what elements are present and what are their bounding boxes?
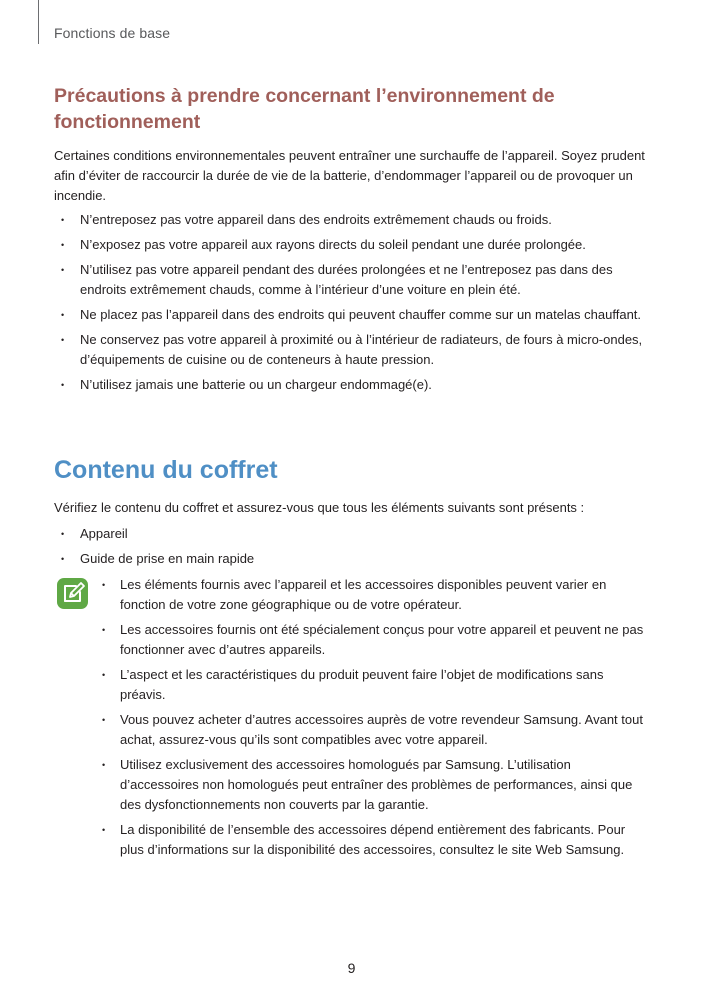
header-rule	[38, 0, 39, 44]
page-number: 9	[347, 960, 356, 976]
list-item: • Ne placez pas l’appareil dans des endroits qui peuvent chauffer comme sur un matelas chauffant.	[54, 305, 654, 325]
section-heading-box-contents: Contenu du coffret	[54, 456, 278, 484]
note-item: • Utilisez exclusivement des accessoires homologués par Samsung. L’utilisation d’accessoires non homologués peut entraîner des problèmes de performances, ainsi que des dysfonctionnements non couverts par la garantie.	[94, 755, 650, 815]
box-contents-intro: Vérifiez le contenu du coffret et assurez-vous que tous les éléments suivants sont présents :	[54, 500, 585, 515]
note-list	[94, 575, 650, 865]
running-head: Fonctions de base	[54, 25, 171, 41]
list-item: • N’utilisez pas votre appareil pendant des durées prolongées et ne l’entreposez pas dans des endroits extrêmement chauds, comme à l’intérieur d’une voiture en plein été.	[54, 260, 654, 300]
environment-bullet-list	[54, 210, 654, 400]
environment-intro: Certaines conditions environnementales peuvent entraîner une surchauffe de l’appareil. Soyez prudent afin d’éviter de raccourcir la durée de vie de la batterie, d’endommager l’appareil ou de provoquer un incendie.	[54, 148, 645, 203]
note-item: • Vous pouvez acheter d’autres accessoires auprès de votre revendeur Samsung. Avant tout achat, assurez-vous qu’ils sont compatibles avec votre appareil.	[94, 710, 650, 750]
section-heading-environment: Précautions à prendre concernant l’environnement de fonctionnement	[54, 85, 555, 133]
list-item: • Appareil	[54, 524, 654, 544]
note-item: • Les accessoires fournis ont été spécialement conçus pour votre appareil et peuvent ne pas fonctionner avec d’autres appareils.	[94, 620, 650, 660]
note-pencil-icon	[56, 577, 89, 610]
note-item: • La disponibilité de l’ensemble des accessoires dépend entièrement des fabricants. Pour plus d’informations sur la disponibilité des accessoires, consultez le site Web Samsung.	[94, 820, 650, 860]
list-item: • Ne conservez pas votre appareil à proximité ou à l’intérieur de radiateurs, de fours à micro-ondes, d’équipements de cuisine ou de conteneurs à haute pression.	[54, 330, 654, 370]
list-item: • N’exposez pas votre appareil aux rayons directs du soleil pendant une durée prolongée.	[54, 235, 654, 255]
box-contents-list	[54, 524, 654, 574]
note-item: • Les éléments fournis avec l’appareil et les accessoires disponibles peuvent varier en fonction de votre zone géographique ou de votre opérateur.	[94, 575, 650, 615]
list-item: • N’entreposez pas votre appareil dans des endroits extrêmement chauds ou froids.	[54, 210, 654, 230]
list-item: • N’utilisez jamais une batterie ou un chargeur endommagé(e).	[54, 375, 654, 395]
note-item: • L’aspect et les caractéristiques du produit peuvent faire l’objet de modifications sans préavis.	[94, 665, 650, 705]
list-item: • Guide de prise en main rapide	[54, 549, 654, 569]
